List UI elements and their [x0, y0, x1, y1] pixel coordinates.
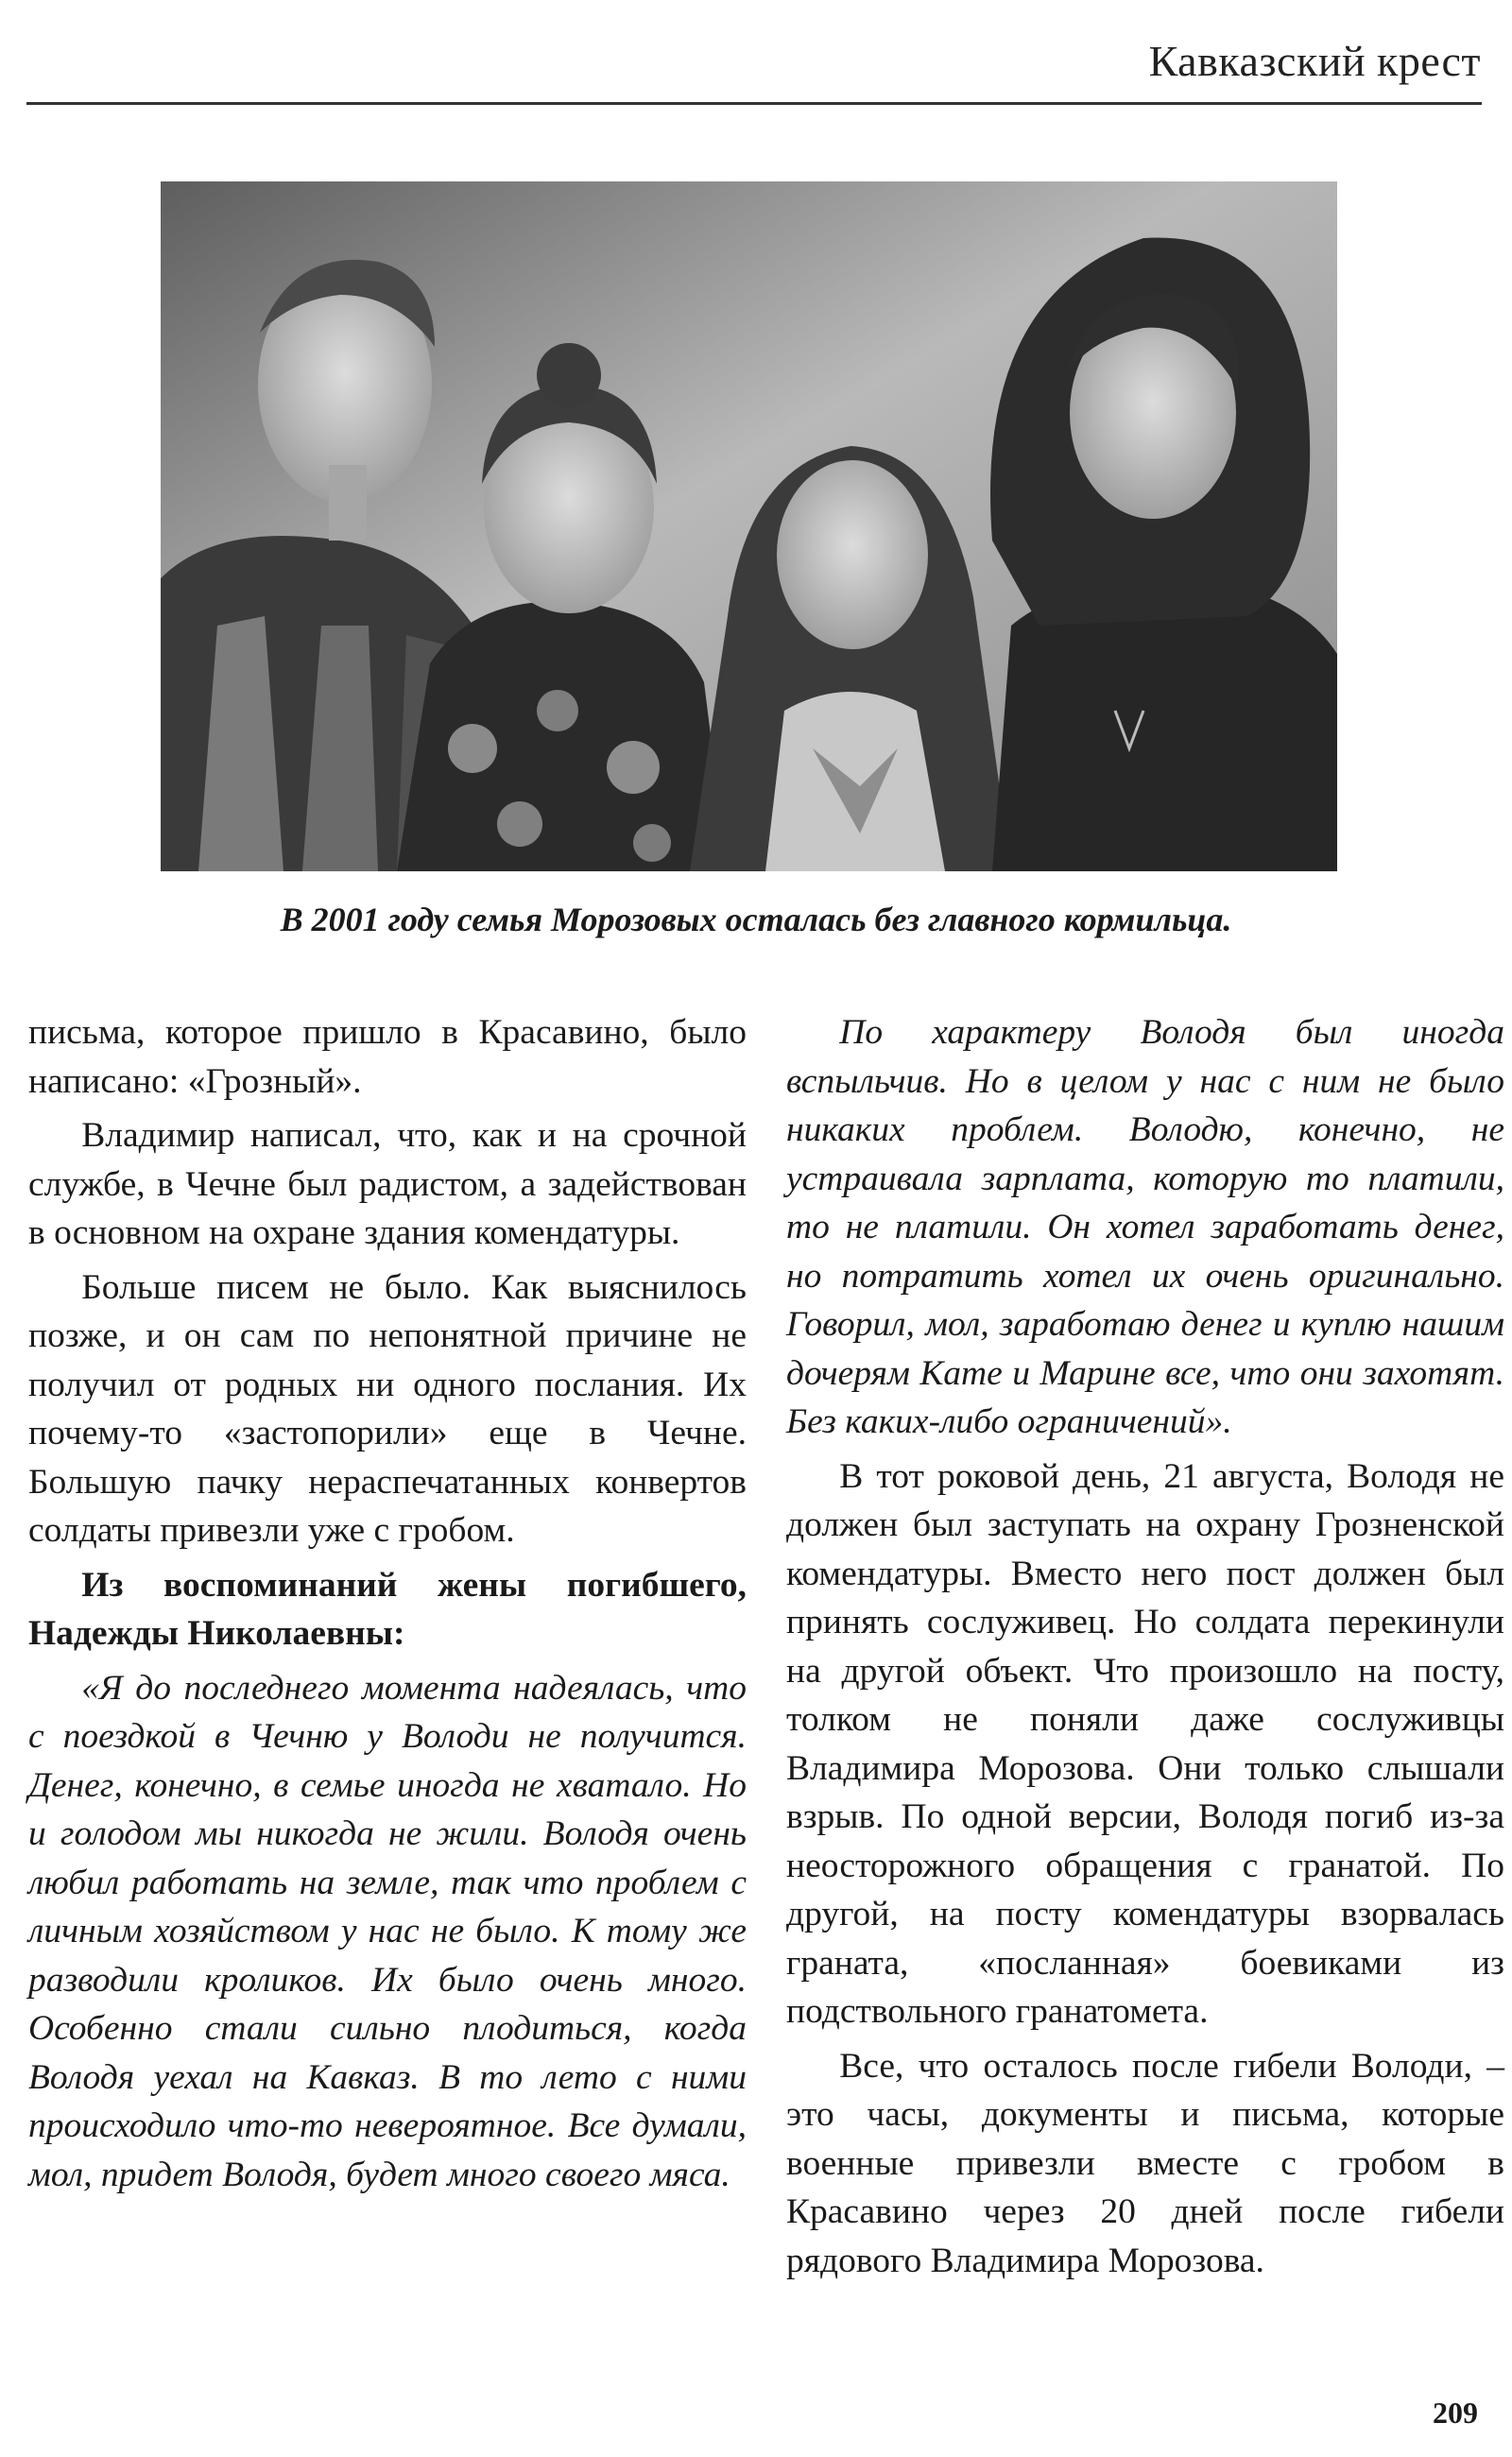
- left-column-paragraph: Из воспоминаний жены погибшего, Надежды Николаевны:: [28, 1565, 747, 1653]
- photo-caption: В 2001 году семья Морозовых осталась без главного кормильца.: [280, 901, 1232, 938]
- left-column-paragraph: письма, которое пришло в Красавино, было написано: «Грозный».: [28, 1013, 747, 1101]
- left-column-paragraph: Владимир написал, что, как и на срочной службе, в Чечне был радистом, а задействован в основном на охране здания комендатуры.: [28, 1116, 747, 1252]
- left-column-paragraph: «Я до последнего момента надеялась, что с поездкой в Чечню у Володи не получится. Денег, конечно, в семье иногда не хватало. Но и голодом мы никогда не жили. Володя очень любил работать на земле, так что проблем с личным хозяйством у нас не было. К тому же разводили кроликов. Их было очень много. Особенно стали сильно плодиться, когда Володя уехал на Кавказ. В то лето с ними происходило что-то невероятное. Все думали, мол, придет Володя, будет много своего мяса.: [28, 1668, 747, 2194]
- header-rule: [26, 102, 1482, 105]
- page-number: 209: [1433, 2396, 1478, 2430]
- right-column-paragraph: По характеру Володя был иногда вспыльчив. Но в целом у нас с ним не было никаких проблем. Володю, конечно, не устраивала зарплата, которую то платили, то не платили. Он хотел заработать денег, но потратить хотел их очень оригинально. Говорил, мол, заработаю денег и куплю нашим дочерям Кате и Марине все, что они захотят. Без каких-либо ограничений».: [786, 1013, 1504, 1441]
- right-column: [786, 1008, 1504, 2291]
- photo-figure-mother: [990, 238, 1337, 871]
- running-title: Кавказский крест: [1148, 37, 1481, 85]
- family-photo: [161, 181, 1337, 871]
- left-column: [28, 1008, 747, 2205]
- right-column-paragraph: Все, что осталось после гибели Володи, – это часы, документы и письма, которые военные привезли вместе с гробом в Красавино через 20 дней после гибели рядового Владимира Морозова.: [786, 2046, 1504, 2280]
- right-column-paragraph: В тот роковой день, 21 августа, Володя не должен был заступать на охрану Грозненской комендатуры. Вместо него пост должен был принять сослуживец. Но солдата перекинули на другой объект. Что произошло на посту, толком не поняли даже сослуживцы Владимира Морозова. Они только слышали взрыв. По одной версии, Володя погиб из-за неосторожного обращения с гранатой. По другой, на посту комендатуры взорвалась граната, «посланная» боевиками из подствольного гранатомета.: [786, 1456, 1504, 2031]
- left-column-paragraph: Больше писем не было. Как выяснилось позже, и он сам по непонятной причине не получил от родных ни одного послания. Их почему-то «застопорили» еще в Чечне. Большую пачку нераспечатанных конвертов солдаты привезли уже с гробом.: [28, 1267, 747, 1550]
